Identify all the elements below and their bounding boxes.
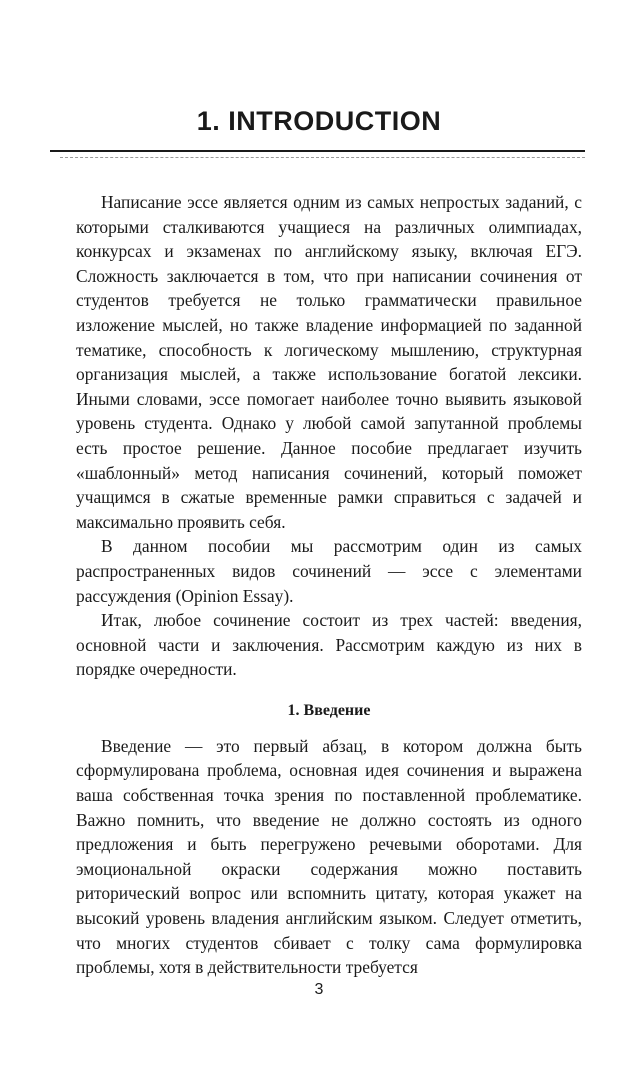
page-number: 3	[314, 981, 324, 998]
section-paragraph-1: Введение — это первый абзац, в котором должна быть сформулирована проблема, основная идея сочинения и выражена ваша собственная точка зрения по поставленной проблематике. Важно помнить, что введение не должно состоять из одного предложения и быть перегружено речевыми оборотами. Для эмоциональной окраски содержания можно поставить риторический вопрос или вспомнить цитату, которая укажет на высокий уровень владения английским языком. Следует отметить, что многих студентов сбивает с толку сама формулировка проблемы, хотя в действительности требуется	[76, 735, 582, 978]
section-heading: 1. Введение	[287, 701, 371, 719]
main-text	[76, 190, 582, 980]
chapter-title: 1. INTRODUCTION	[196, 106, 442, 136]
intro-paragraph-2: В данном пособии мы рассмотрим один из самых распространенных видов сочинений — эссе с элементами рассуждения (Opinion Essay).	[76, 536, 582, 606]
title-underline-thick	[50, 150, 585, 152]
title-underline-thin	[60, 157, 585, 158]
intro-paragraph-3: Итак, любое сочинение состоит из трех частей: введения, основной части и заключения. Рассмотрим каждую из них в порядке очередности.	[76, 610, 582, 680]
intro-paragraph-1: Написание эссе является одним из самых непростых заданий, с которыми сталкиваются учащиеся на различных олимпиадах, конкурсах и экзаменах по английскому языку, включая ЕГЭ. Сложность заключается в том, что при написании сочинения от студентов требуется не только грамматически правильное изложение мыслей, но также владение информацией по заданной тематике, способность к логическому мышлению, структурная организация мыслей, а также использование богатой лексики. Иными словами, эссе помогает наиболее точно выявить языковой уровень студента. Однако у любой самой запутанной проблемы есть простое решение. Данное пособие предлагает изучить «шаблонный» метод написания сочинений, который поможет учащимся в сжатые временные рамки справиться с задачей и максимально проявить себя.	[76, 192, 582, 532]
